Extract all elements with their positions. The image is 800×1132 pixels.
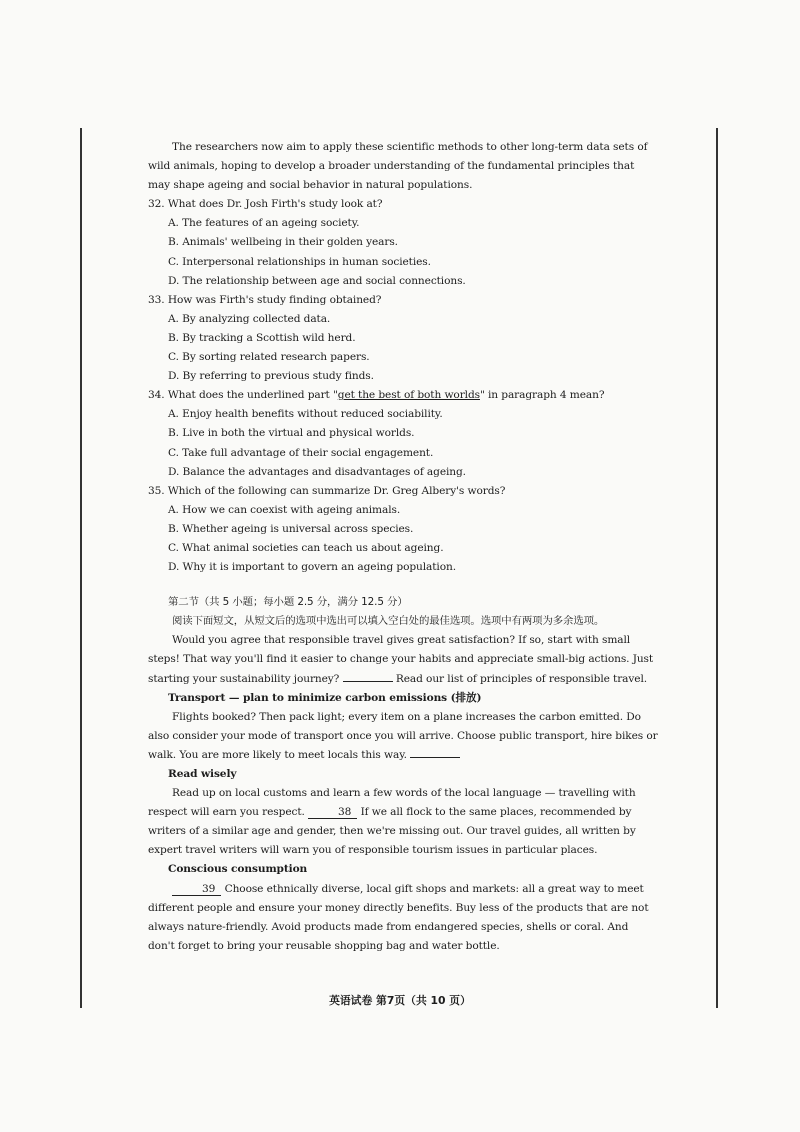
option-c: C. By sorting related research papers. <box>168 351 370 364</box>
section-title: 第二节（共 5 小题；每小题 2.5 分，满分 12.5 分） <box>168 596 408 609</box>
page-footer: 英语试卷 第7页（共 10 页） <box>329 994 471 1007</box>
option-a: A. By analyzing collected data. <box>168 312 331 325</box>
question-stem: 34. What does the underlined part "get the best of both worlds" in paragraph 4 mean? <box>148 389 605 402</box>
conscious-consumption-paragraph: 39 Choose ethnically diverse, local gift shops and markets: all a great way to meet different people and ensure your money directly benefits. Buy less of the products that are not always nature-friendly. Avoid products made from endangered species, shells or coral. And don't forget to bring your reusable shopping bag and water bottle. <box>148 882 649 952</box>
right-margin-rule <box>716 128 718 1008</box>
option-c: C. Interpersonal relationships in human societies. <box>168 255 431 268</box>
question-stem: 33. How was Firth's study finding obtained? <box>148 293 382 306</box>
read-wisely-paragraph: Read up on local customs and learn a few words of the local language — travelling with respect will earn you respect. 38 If we all flock to the same places, recommended by writers of a similar age and gender, then we're missing out. Our travel guides, all written by expert travel writers will warn you of responsible tourism issues in particular places. <box>148 787 636 857</box>
option-a: A. Enjoy health benefits without reduced sociability. <box>168 408 443 421</box>
question-33 <box>148 291 658 386</box>
question-stem: 35. Which of the following can summarize Dr. Greg Albery's words? <box>148 484 506 497</box>
option-d: D. By referring to previous study finds. <box>168 370 374 383</box>
option-b: B. By tracking a Scottish wild herd. <box>168 331 356 344</box>
option-d: D. The relationship between age and social connections. <box>168 274 466 287</box>
answer-blank-39: 39 <box>172 883 221 896</box>
heading-conscious-consumption: Conscious consumption <box>168 863 308 876</box>
exam-page-content <box>148 138 658 956</box>
heading-transport: Transport — plan to minimize carbon emissions (排放) <box>168 691 482 704</box>
answer-blank-38: 38 <box>308 806 357 819</box>
option-b: B. Live in both the virtual and physical worlds. <box>168 427 415 440</box>
underlined-phrase: get the best of both worlds <box>337 389 480 402</box>
section-instructions: 阅读下面短文，从短文后的选项中选出可以填入空白处的最佳选项。选项中有两项为多余选项。 <box>172 615 605 628</box>
passage-paragraph-1: Would you agree that responsible travel gives great satisfaction? If so, start with small steps! That way you'll find it easier to change your habits and appreciate small-big actions. Just starting your sustainability journey? Read our list of principles of responsible travel. <box>148 634 654 685</box>
intro-paragraph: The researchers now aim to apply these scientific methods to other long-term data sets of wild animals, hoping to develop a broader understanding of the fundamental principles that may shape ageing and social behavior in natural populations. <box>148 141 648 192</box>
option-b: B. Whether ageing is universal across species. <box>168 522 414 535</box>
answer-blank-36 <box>343 671 393 682</box>
question-34 <box>148 386 658 481</box>
option-a: A. How we can coexist with ageing animals. <box>168 503 401 516</box>
question-32 <box>148 195 658 290</box>
transport-paragraph: Flights booked? Then pack light; every item on a plane increases the carbon emitted. Do also consider your mode of transport once you will arrive. Choose public transport, hire bikes or walk. You are more likely to meet locals this way. <box>148 710 658 761</box>
option-c: C. Take full advantage of their social engagement. <box>168 446 434 459</box>
heading-read-wisely: Read wisely <box>168 768 237 780</box>
question-35 <box>148 482 658 577</box>
option-d: D. Why it is important to govern an ageing population. <box>168 561 456 574</box>
option-a: A. The features of an ageing society. <box>168 217 360 230</box>
option-d: D. Balance the advantages and disadvantages of ageing. <box>168 465 466 478</box>
option-c: C. What animal societies can teach us about ageing. <box>168 541 444 554</box>
option-b: B. Animals' wellbeing in their golden years. <box>168 236 398 249</box>
question-stem: 32. What does Dr. Josh Firth's study look at? <box>148 198 383 211</box>
left-margin-rule <box>80 128 82 1008</box>
answer-blank-37 <box>410 747 460 758</box>
